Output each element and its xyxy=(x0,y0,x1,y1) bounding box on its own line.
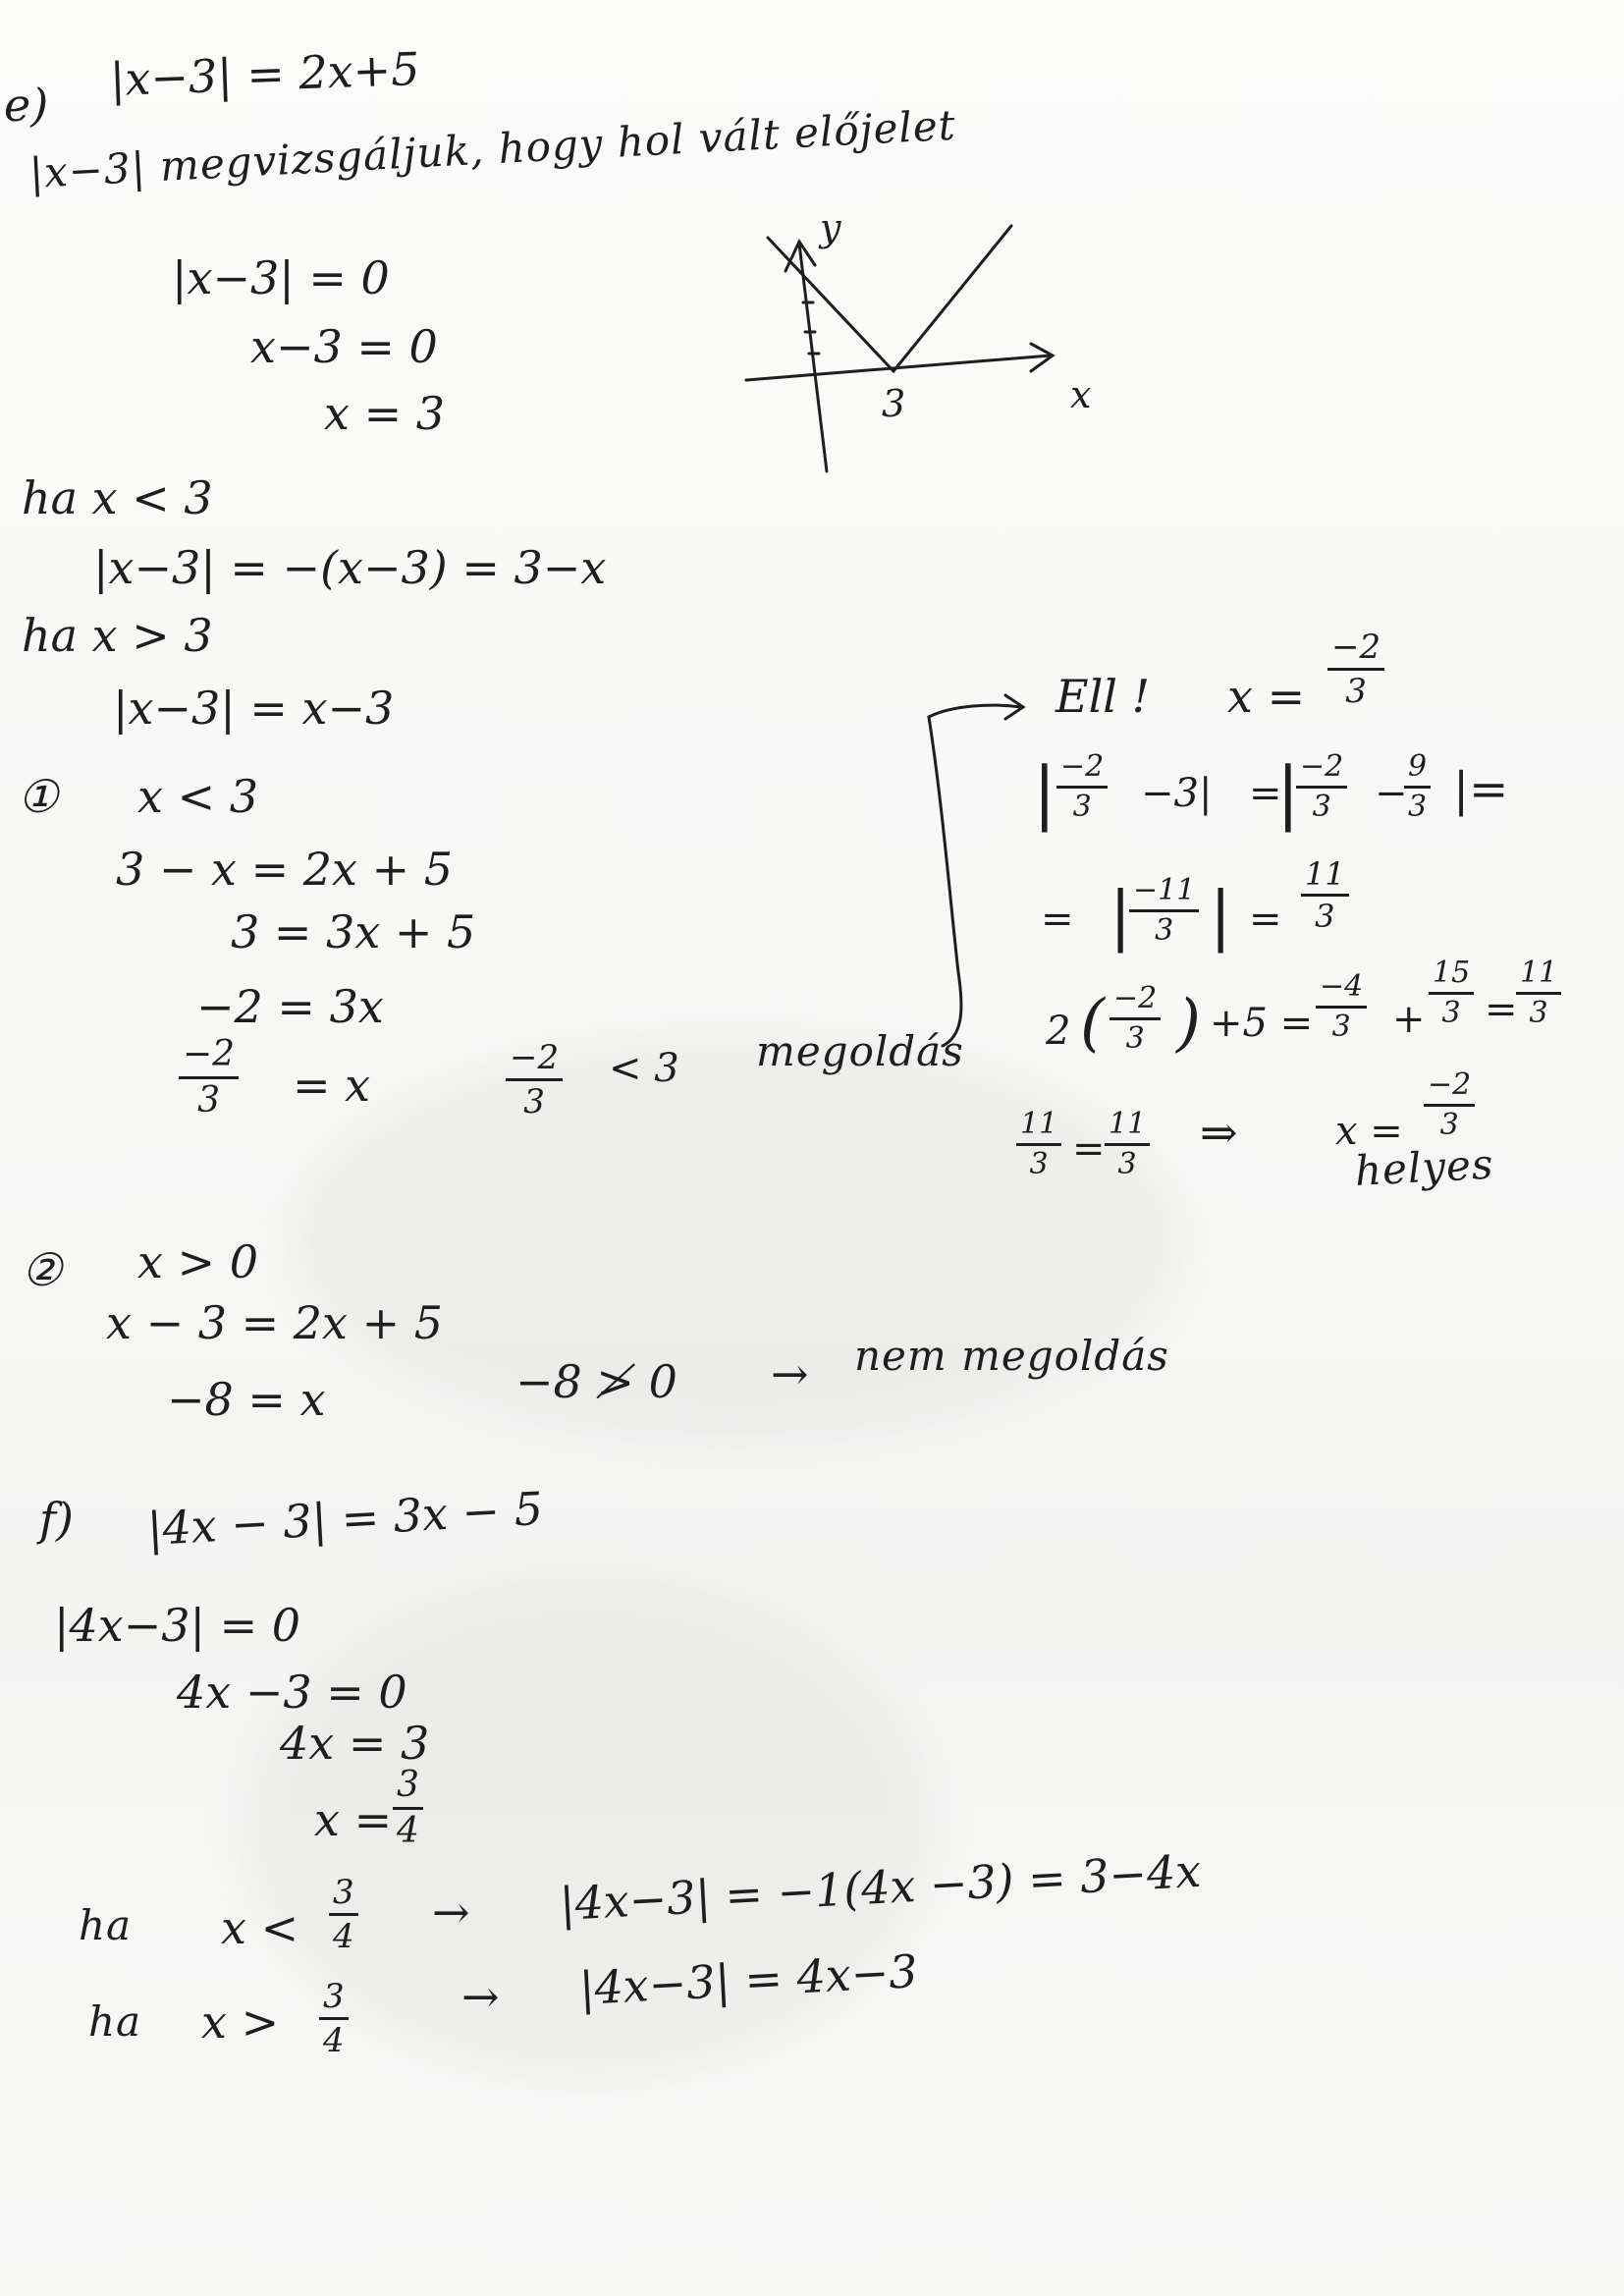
case1-check: < 3 xyxy=(609,1046,679,1091)
fraction-numerator: −2 xyxy=(179,1037,239,1079)
case1-step3: −2 = 3x xyxy=(196,980,384,1033)
part-f-case-lt-arrow: → xyxy=(432,1886,470,1939)
verify-row1-frac-b xyxy=(1296,749,1347,824)
case1-step1: 3 − x = 2x + 5 xyxy=(116,843,454,896)
graph-vertex-label: 3 xyxy=(882,382,906,425)
verify-row2-close-bar: | xyxy=(1210,878,1232,954)
part-f-x-fraction xyxy=(393,1765,423,1851)
fraction-numerator: −2 xyxy=(1327,630,1384,671)
fraction-numerator: 11 xyxy=(1516,958,1561,995)
fraction-numerator: 15 xyxy=(1429,958,1474,995)
part-e-intro: |x−3| megvizsgáljuk, hogy hol vált előjelet xyxy=(27,100,957,197)
part-e-label: e) xyxy=(4,79,49,132)
x-axis xyxy=(746,355,1051,380)
fraction-denominator: 3 xyxy=(1439,1108,1459,1142)
verify-x-fraction xyxy=(1327,628,1384,711)
fraction-numerator: 3 xyxy=(393,1768,423,1810)
zero-step-1: |x−3| = 0 xyxy=(172,251,390,304)
verify-row3-a: 2 xyxy=(1046,1009,1071,1054)
part-e-equation: |x−3| = 2x+5 xyxy=(109,42,421,106)
case2-marker: ② xyxy=(22,1243,63,1296)
fraction-denominator: 3 xyxy=(1331,1010,1351,1044)
verify-row2-frac-b xyxy=(1301,855,1349,935)
verify-x-eq: x = xyxy=(1227,670,1306,723)
case1-step2: 3 = 3x + 5 xyxy=(231,905,476,958)
abs-value-graph xyxy=(736,206,1090,481)
verify-row1-open-bar-2: | xyxy=(1276,752,1300,833)
case2-step1: x − 3 = 2x + 5 xyxy=(106,1296,444,1349)
fraction-denominator: 4 xyxy=(333,1917,354,1956)
verify-row3-eq: = xyxy=(1485,987,1518,1032)
part-f-label: f) xyxy=(39,1493,74,1546)
verify-row3-paren-open: ( xyxy=(1080,987,1105,1060)
case1-condition: x < 3 xyxy=(137,770,258,823)
fraction-numerator: 11 xyxy=(1301,858,1349,897)
verify-row1-eq: = xyxy=(1249,771,1282,816)
fraction-denominator: 3 xyxy=(197,1080,220,1121)
part-f-step3: 4x = 3 xyxy=(280,1717,430,1770)
fraction-denominator: 3 xyxy=(1315,898,1335,935)
fraction-denominator: 3 xyxy=(1529,996,1548,1030)
case1-result-fraction xyxy=(179,1034,239,1121)
fraction-numerator: −2 xyxy=(1110,984,1161,1020)
fraction-denominator: 3 xyxy=(1029,1147,1049,1181)
verify-row4-frac-a xyxy=(1016,1107,1061,1181)
fraction-numerator: −11 xyxy=(1129,876,1199,912)
verify-row1-frac-c xyxy=(1404,749,1431,824)
case1-result: = x xyxy=(293,1059,371,1112)
part-f-case-lt-label: ha xyxy=(79,1901,133,1949)
fraction-denominator: 3 xyxy=(1072,790,1092,824)
part-f-step4: x = xyxy=(314,1793,393,1846)
verify-row4-eq: = xyxy=(1072,1126,1106,1172)
fraction-denominator: 3 xyxy=(1441,996,1461,1030)
verify-row3-b: +5 = xyxy=(1210,1001,1314,1046)
verify-row3-frac-b xyxy=(1316,969,1367,1044)
graph-x-label: x xyxy=(1070,373,1092,416)
case1-marker: ① xyxy=(18,770,59,823)
fraction-denominator: 3 xyxy=(1117,1147,1137,1181)
verify-row3-plus: + xyxy=(1392,997,1426,1042)
part-f-step2: 4x −3 = 0 xyxy=(177,1666,407,1719)
verify-row3-paren-close: ) xyxy=(1176,987,1201,1060)
verify-row1-end: |= xyxy=(1453,762,1509,817)
case-lt-expr: |x−3| = −(x−3) = 3−x xyxy=(93,541,607,594)
fraction-numerator: −2 xyxy=(1296,752,1347,789)
part-f-case-gt-label: ha xyxy=(88,1997,142,2046)
part-f-case-gt-arrow: → xyxy=(461,1970,500,2023)
verify-row1-frac-a xyxy=(1056,749,1108,824)
fraction-numerator: −2 xyxy=(1056,752,1108,789)
verify-row3-frac-d xyxy=(1516,958,1561,1028)
verify-row2-open-bar: | xyxy=(1110,878,1132,954)
fraction-numerator: 9 xyxy=(1404,752,1431,789)
case1-verdict: megoldás xyxy=(756,1027,964,1075)
case-lt-label: ha x < 3 xyxy=(22,471,213,524)
verify-row4-arrow: ⇒ xyxy=(1200,1106,1238,1159)
fraction-denominator: 3 xyxy=(1155,913,1174,948)
fraction-numerator: −2 xyxy=(506,1041,563,1081)
part-f-case-gt-rel: x > xyxy=(201,1995,280,2049)
verify-row4-x: x = xyxy=(1335,1109,1403,1154)
fraction-numerator: 11 xyxy=(1016,1110,1061,1146)
verify-row2-frac-a xyxy=(1129,873,1199,948)
fraction-numerator: 3 xyxy=(319,1980,349,2020)
verify-row4-frac-b xyxy=(1105,1107,1150,1181)
fraction-numerator: 11 xyxy=(1105,1110,1150,1146)
verify-row1-a: −3| xyxy=(1141,771,1213,816)
part-f-step1: |4x−3| = 0 xyxy=(54,1599,301,1652)
graph-y-label: y xyxy=(820,206,841,249)
verify-row3-frac-c xyxy=(1429,958,1474,1028)
case-gt-label: ha x > 3 xyxy=(22,609,213,662)
fraction-denominator: 3 xyxy=(1125,1021,1145,1056)
paper-shadow xyxy=(295,1027,1178,1444)
case2-result: −8 = x xyxy=(167,1373,326,1426)
verify-row3-frac-a xyxy=(1110,981,1161,1056)
part-f-equation: |4x − 3| = 3x − 5 xyxy=(145,1481,545,1556)
fraction-numerator: −2 xyxy=(1424,1070,1475,1107)
part-f-case-lt-rel: x < xyxy=(221,1901,299,1954)
bracket-path xyxy=(929,705,1021,1046)
case2-arrow: → xyxy=(771,1347,809,1400)
fraction-denominator: 3 xyxy=(1408,790,1428,824)
check-arrow-bracket xyxy=(923,687,1041,1061)
verify-verdict: helyes xyxy=(1353,1139,1495,1195)
verify-row2-eq1: = xyxy=(1041,897,1074,942)
fraction-numerator: −4 xyxy=(1316,972,1367,1009)
verify-row4-frac-c xyxy=(1424,1067,1475,1142)
y-axis xyxy=(799,244,827,471)
verify-row1-minus: − xyxy=(1375,771,1408,816)
case2-verdict: nem megoldás xyxy=(854,1332,1169,1380)
case2-condition: x > 0 xyxy=(137,1235,258,1288)
fraction-denominator: 4 xyxy=(397,1811,419,1851)
verify-heading: Ell ! xyxy=(1056,670,1151,723)
verify-row2-eq2: = xyxy=(1249,897,1282,942)
fraction-denominator: 3 xyxy=(1345,672,1367,711)
fraction-numerator: 3 xyxy=(329,1876,358,1916)
fraction-denominator: 3 xyxy=(1312,790,1331,824)
part-f-case-gt-fraction xyxy=(319,1977,349,2060)
zero-step-2: x−3 = 0 xyxy=(250,320,438,373)
zero-step-3: x = 3 xyxy=(324,387,445,440)
case1-check-fraction xyxy=(506,1038,563,1121)
case-gt-expr: |x−3| = x−3 xyxy=(113,682,395,735)
part-f-case-lt-fraction xyxy=(329,1873,358,1956)
part-f-case-lt-expr: |4x−3| = −1(4x −3) = 3−4x xyxy=(558,1843,1203,1931)
part-f-case-gt-expr: |4x−3| = 4x−3 xyxy=(577,1943,919,2015)
verify-row1-open-bar: | xyxy=(1033,752,1056,833)
case2-check: −8 ≯ 0 xyxy=(515,1355,677,1408)
fraction-denominator: 3 xyxy=(523,1082,545,1121)
fraction-denominator: 4 xyxy=(323,2021,345,2060)
